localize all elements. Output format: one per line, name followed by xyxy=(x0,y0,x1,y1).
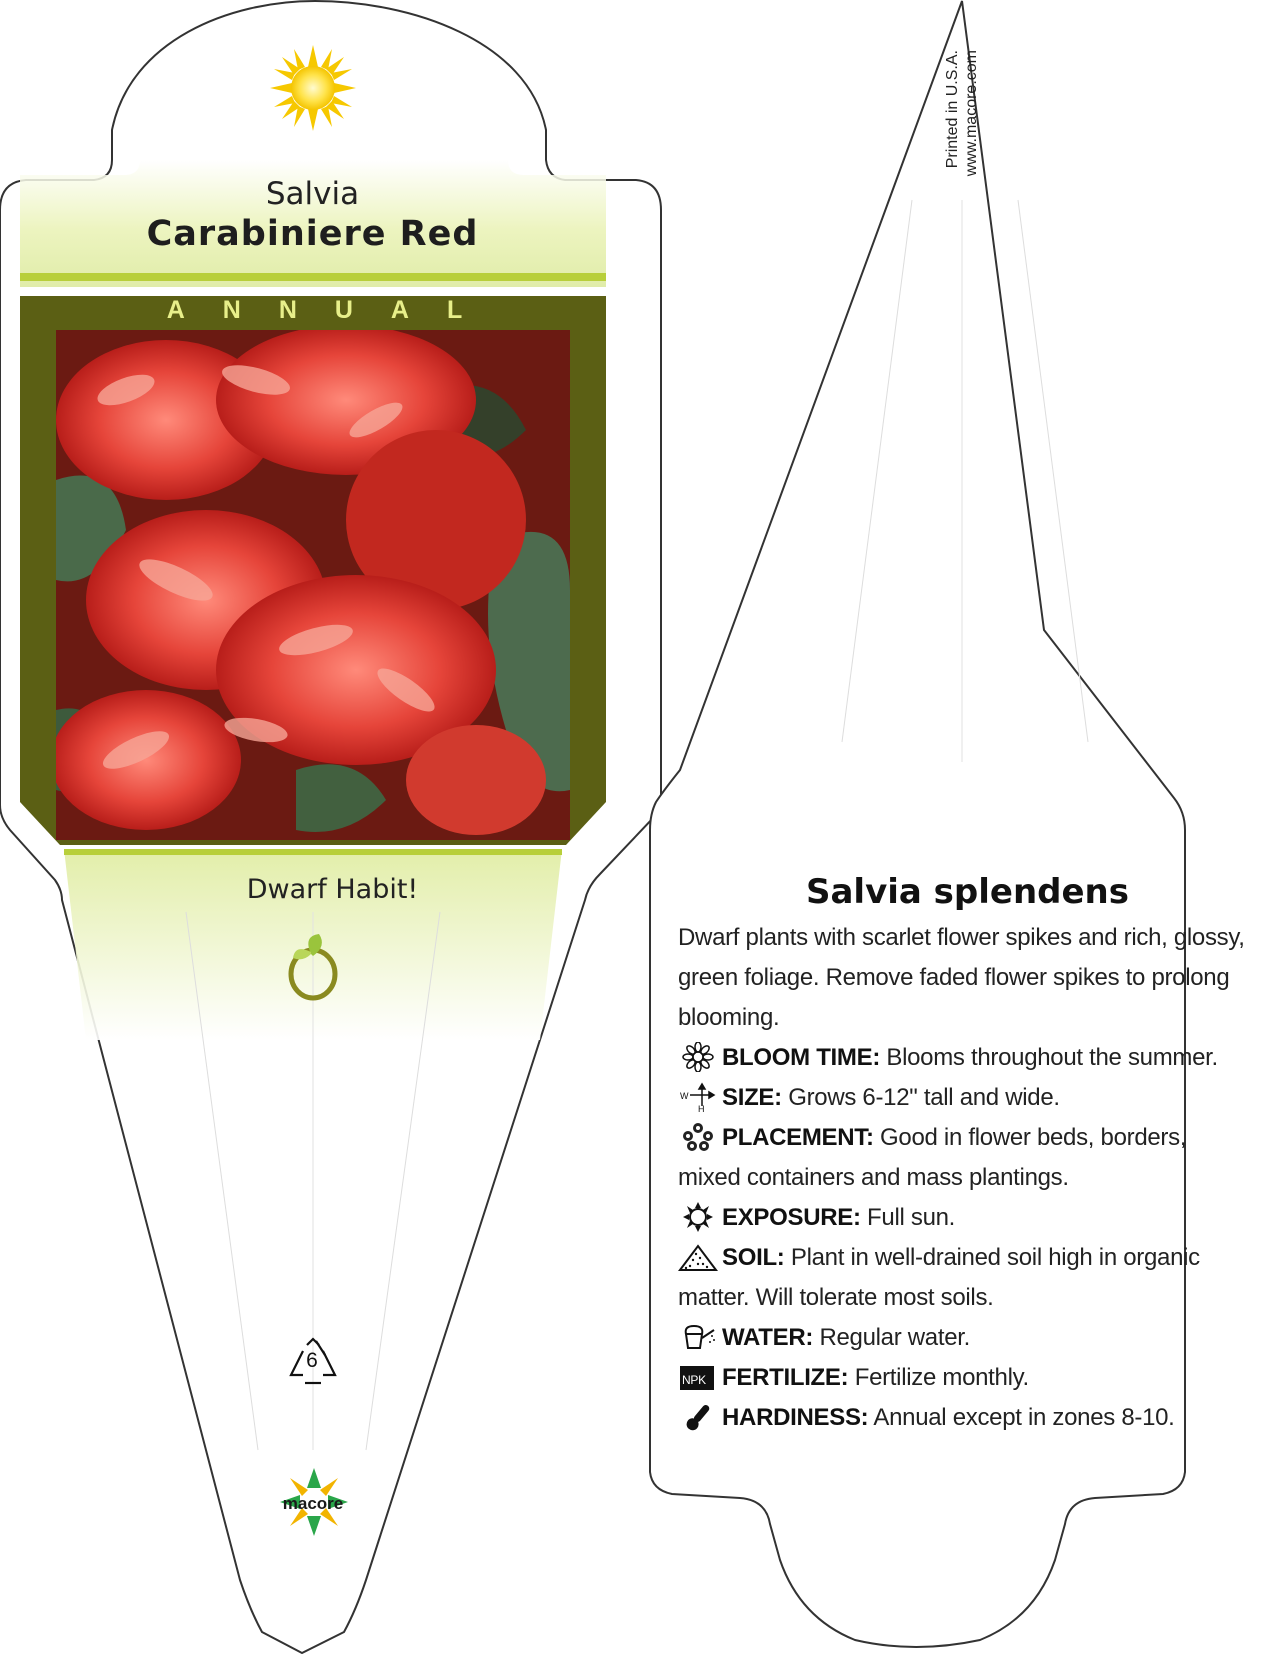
fertilize-label: FERTILIZE: xyxy=(722,1364,849,1391)
water-label: WATER: xyxy=(722,1324,814,1351)
print-info xyxy=(905,50,985,220)
feature-text: Dwarf Habit! xyxy=(246,874,419,905)
svg-text:W: W xyxy=(680,1091,689,1101)
common-name: Salvia xyxy=(265,176,360,212)
plant-photo xyxy=(56,330,570,840)
printed-in-text: Printed in U.S.A. xyxy=(944,50,961,169)
size-label: SIZE: xyxy=(722,1084,782,1111)
sun-outline-icon xyxy=(678,1202,718,1232)
bloom-text: Blooms throughout the summer. xyxy=(886,1044,1218,1071)
flower-icon xyxy=(678,1042,718,1072)
description: Dwarf plants with scarlet flower spikes and rich, glossy, green foliage. Remove faded flower spikes to prolong blooming. xyxy=(678,924,1245,1031)
exposure-text: Full sun. xyxy=(867,1204,956,1231)
info-row-bloom xyxy=(678,1038,1248,1078)
water-text: Regular water. xyxy=(819,1324,970,1351)
watering-can-icon xyxy=(678,1322,718,1352)
brand-name: macore xyxy=(282,1494,344,1513)
info-row-exposure xyxy=(678,1198,1248,1238)
hardiness-label: HARDINESS: xyxy=(722,1404,869,1431)
recycle-code: 6 xyxy=(306,1349,318,1372)
size-icon xyxy=(678,1082,718,1112)
thermometer-icon xyxy=(678,1402,718,1432)
info-row-fertilize xyxy=(678,1358,1248,1398)
soil-label: SOIL: xyxy=(722,1244,785,1271)
website-text: www.macore.com xyxy=(963,50,980,177)
fertilize-text: Fertilize monthly. xyxy=(854,1364,1029,1391)
care-info xyxy=(678,918,1248,1438)
hardiness-text: Annual except in zones 8-10. xyxy=(873,1404,1175,1431)
info-row-soil xyxy=(678,1238,1248,1318)
info-row-placement xyxy=(678,1118,1248,1198)
size-text: Grows 6-12" tall and wide. xyxy=(788,1084,1060,1111)
sun-icon xyxy=(270,45,356,131)
bloom-label: BLOOM TIME: xyxy=(722,1044,881,1071)
exposure-label: EXPOSURE: xyxy=(722,1204,861,1231)
info-row-size xyxy=(678,1078,1248,1118)
soil-icon xyxy=(678,1242,718,1272)
category-label: ANNUAL xyxy=(166,296,501,324)
soil-text: Plant in well-drained soil high in organic matter. Will tolerate most soils. xyxy=(678,1244,1200,1311)
info-row-hardiness xyxy=(678,1398,1248,1438)
variety-name: Carabiniere Red xyxy=(146,214,479,254)
info-row-water xyxy=(678,1318,1248,1358)
svg-text:H: H xyxy=(698,1104,705,1112)
placement-text: Good in flower beds, borders, mixed containers and mass plantings. xyxy=(678,1124,1187,1191)
seedling-icon xyxy=(285,932,341,1002)
placement-label: PLACEMENT: xyxy=(722,1124,874,1151)
svg-text:NPK: NPK xyxy=(682,1373,706,1387)
npk-icon xyxy=(678,1362,718,1392)
placement-icon xyxy=(678,1122,718,1152)
species-name: Salvia splendens xyxy=(805,872,1130,912)
